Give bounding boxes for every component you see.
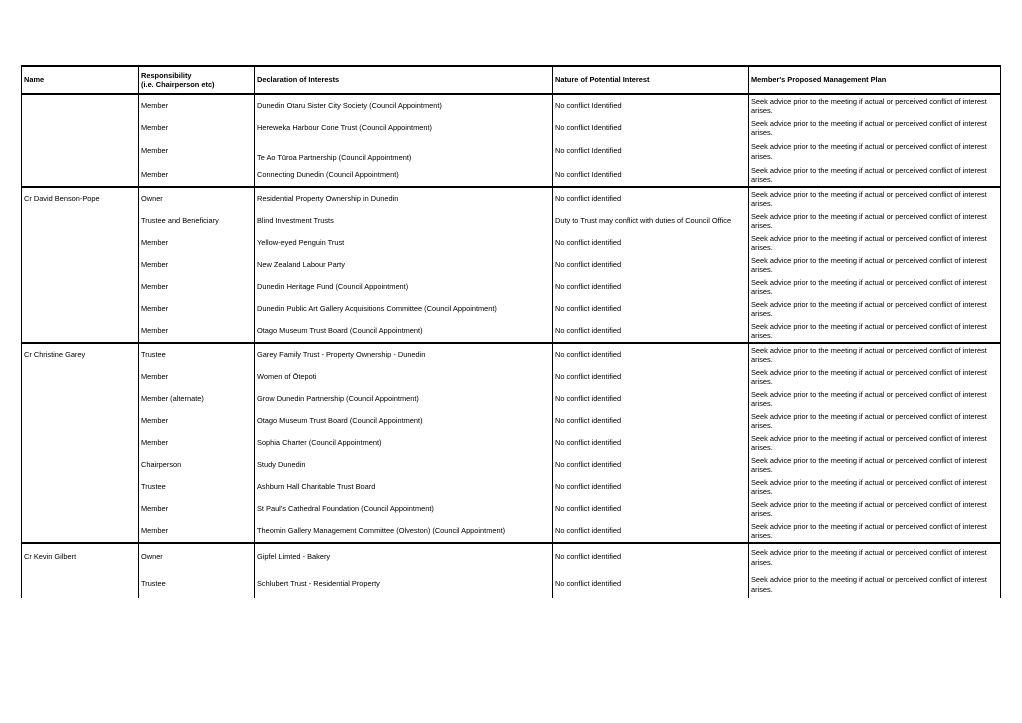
cell-name [22, 432, 139, 454]
table-row [22, 366, 1001, 388]
cell-declaration: Sophia Charter (Council Appointment) [255, 432, 553, 454]
table-row [22, 388, 1001, 410]
cell-plan: Seek advice prior to the meeting if actual or perceived conflict of interest arises. [749, 454, 1001, 476]
cell-name [22, 410, 139, 432]
table-row [22, 476, 1001, 498]
cell-declaration: Theomin Gallery Management Committee (Olveston) (Council Appointment) [255, 520, 553, 543]
cell-name [22, 298, 139, 320]
cell-declaration: Dunedin Public Art Gallery Acquisitions Committee (Council Appointment) [255, 298, 553, 320]
header-row [22, 66, 1001, 94]
table-row [22, 454, 1001, 476]
cell-nature: No conflict identified [553, 520, 749, 543]
interests-register-table [21, 65, 1001, 598]
cell-name: Cr Christine Garey [22, 343, 139, 366]
cell-declaration: Schlubert Trust - Residential Property [255, 571, 553, 598]
table-row [22, 320, 1001, 343]
cell-nature: No conflict identified [553, 571, 749, 598]
cell-nature: No conflict identified [553, 476, 749, 498]
cell-nature: No conflict Identified [553, 94, 749, 117]
cell-nature: No conflict identified [553, 254, 749, 276]
header-declaration: Declaration of Interests [255, 66, 553, 94]
cell-nature: No conflict identified [553, 187, 749, 210]
table-row [22, 187, 1001, 210]
table-row [22, 343, 1001, 366]
header-responsibility [139, 66, 255, 94]
cell-nature: No conflict identified [553, 498, 749, 520]
cell-declaration: Grow Dunedin Partnership (Council Appointment) [255, 388, 553, 410]
cell-responsibility: Owner [139, 543, 255, 571]
cell-plan: Seek advice prior to the meeting if actual or perceived conflict of interest arises. [749, 139, 1001, 164]
cell-name [22, 139, 139, 164]
cell-responsibility: Member [139, 139, 255, 164]
cell-plan: Seek advice prior to the meeting if actual or perceived conflict of interest arises. [749, 410, 1001, 432]
cell-responsibility: Member [139, 232, 255, 254]
cell-responsibility: Trustee [139, 343, 255, 366]
cell-responsibility: Member [139, 164, 255, 187]
cell-nature: No conflict identified [553, 366, 749, 388]
cell-responsibility: Member [139, 410, 255, 432]
cell-responsibility: Trustee [139, 571, 255, 598]
cell-name: Cr Kevin Gilbert [22, 543, 139, 571]
cell-plan: Seek advice prior to the meeting if actual or perceived conflict of interest arises. [749, 187, 1001, 210]
cell-name [22, 454, 139, 476]
cell-nature: No conflict Identified [553, 139, 749, 164]
cell-name [22, 498, 139, 520]
table-row [22, 520, 1001, 543]
cell-responsibility: Member [139, 520, 255, 543]
cell-declaration: Connecting Dunedin (Council Appointment) [255, 164, 553, 187]
cell-name [22, 366, 139, 388]
table-row [22, 298, 1001, 320]
cell-nature: No conflict identified [553, 454, 749, 476]
table-row [22, 410, 1001, 432]
cell-responsibility: Member [139, 498, 255, 520]
header-plan: Member's Proposed Management Plan [749, 66, 1001, 94]
table-row [22, 232, 1001, 254]
cell-plan: Seek advice prior to the meeting if actual or perceived conflict of interest arises. [749, 343, 1001, 366]
cell-plan: Seek advice prior to the meeting if actual or perceived conflict of interest arises. [749, 276, 1001, 298]
cell-plan: Seek advice prior to the meeting if actual or perceived conflict of interest arises. [749, 432, 1001, 454]
header-responsibility-line2: (i.e. Chairperson etc) [141, 80, 215, 89]
cell-plan: Seek advice prior to the meeting if actual or perceived conflict of interest arises. [749, 254, 1001, 276]
table-row [22, 139, 1001, 164]
cell-name: Cr David Benson-Pope [22, 187, 139, 210]
table-row [22, 117, 1001, 139]
cell-name [22, 520, 139, 543]
cell-responsibility: Member [139, 366, 255, 388]
cell-responsibility: Member [139, 94, 255, 117]
cell-responsibility: Chairperson [139, 454, 255, 476]
cell-plan: Seek advice prior to the meeting if actual or perceived conflict of interest arises. [749, 520, 1001, 543]
cell-responsibility: Member [139, 320, 255, 343]
cell-nature: No conflict Identified [553, 117, 749, 139]
cell-declaration: Yellow-eyed Penguin Trust [255, 232, 553, 254]
cell-name [22, 94, 139, 117]
table-row [22, 543, 1001, 571]
cell-nature: No conflict identified [553, 320, 749, 343]
cell-plan: Seek advice prior to the meeting if actual or perceived conflict of interest arises. [749, 498, 1001, 520]
cell-name [22, 571, 139, 598]
cell-nature: No conflict Identified [553, 164, 749, 187]
cell-declaration: Otago Museum Trust Board (Council Appointment) [255, 410, 553, 432]
cell-nature: Duty to Trust may conflict with duties of Council Office [553, 210, 749, 232]
cell-nature: No conflict identified [553, 343, 749, 366]
cell-plan: Seek advice prior to the meeting if actual or perceived conflict of interest arises. [749, 388, 1001, 410]
cell-plan: Seek advice prior to the meeting if actual or perceived conflict of interest arises. [749, 320, 1001, 343]
cell-nature: No conflict identified [553, 276, 749, 298]
cell-declaration: Residential Property Ownership in Dunedin [255, 187, 553, 210]
cell-plan: Seek advice prior to the meeting if actual or perceived conflict of interest arises. [749, 232, 1001, 254]
cell-nature: No conflict identified [553, 432, 749, 454]
cell-declaration: New Zealand Labour Party [255, 254, 553, 276]
cell-name [22, 210, 139, 232]
cell-responsibility: Owner [139, 187, 255, 210]
header-responsibility-line1: Responsibility [141, 70, 192, 80]
cell-name [22, 476, 139, 498]
cell-declaration: Women of Ōtepoti [255, 366, 553, 388]
cell-responsibility: Trustee and Beneficiary [139, 210, 255, 232]
table-row [22, 498, 1001, 520]
cell-plan: Seek advice prior to the meeting if actual or perceived conflict of interest arises. [749, 117, 1001, 139]
cell-responsibility: Member [139, 432, 255, 454]
cell-responsibility: Member [139, 276, 255, 298]
table-row [22, 432, 1001, 454]
cell-plan: Seek advice prior to the meeting if actual or perceived conflict of interest arises. [749, 476, 1001, 498]
table-row [22, 94, 1001, 117]
cell-declaration: Te Ao Tūroa Partnership (Council Appointment) [255, 139, 553, 164]
cell-declaration: Gipfel Limted - Bakery [255, 543, 553, 571]
cell-name [22, 388, 139, 410]
cell-plan: Seek advice prior to the meeting if actual or perceived conflict of interest arises. [749, 164, 1001, 187]
cell-name [22, 276, 139, 298]
header-nature: Nature of Potential Interest [553, 66, 749, 94]
cell-responsibility: Member [139, 298, 255, 320]
cell-responsibility: Member (alternate) [139, 388, 255, 410]
cell-name [22, 232, 139, 254]
cell-name [22, 320, 139, 343]
cell-responsibility: Trustee [139, 476, 255, 498]
cell-declaration: Study Dunedin [255, 454, 553, 476]
cell-declaration: Dunedin Heritage Fund (Council Appointment) [255, 276, 553, 298]
cell-declaration: Dunedin Otaru Sister City Society (Council Appointment) [255, 94, 553, 117]
cell-nature: No conflict identified [553, 543, 749, 571]
cell-plan: Seek advice prior to the meeting if actual or perceived conflict of interest arises. [749, 571, 1001, 598]
cell-plan: Seek advice prior to the meeting if actual or perceived conflict of interest arises. [749, 366, 1001, 388]
cell-nature: No conflict identified [553, 298, 749, 320]
cell-plan: Seek advice prior to the meeting if actual or perceived conflict of interest arises. [749, 94, 1001, 117]
table-row [22, 164, 1001, 187]
cell-plan: Seek advice prior to the meeting if actual or perceived conflict of interest arises. [749, 543, 1001, 571]
cell-declaration: Ashburn Hall Charitable Trust Board [255, 476, 553, 498]
cell-plan: Seek advice prior to the meeting if actual or perceived conflict of interest arises. [749, 210, 1001, 232]
header-name: Name [22, 66, 139, 94]
cell-responsibility: Member [139, 254, 255, 276]
cell-name [22, 117, 139, 139]
table-row [22, 276, 1001, 298]
cell-nature: No conflict identified [553, 410, 749, 432]
table-row [22, 210, 1001, 232]
cell-name [22, 254, 139, 276]
table-row [22, 254, 1001, 276]
table-row [22, 571, 1001, 598]
cell-nature: No conflict identified [553, 388, 749, 410]
cell-plan: Seek advice prior to the meeting if actual or perceived conflict of interest arises. [749, 298, 1001, 320]
interests-register-sheet [21, 65, 1000, 598]
cell-declaration: Garey Family Trust - Property Ownership - Dunedin [255, 343, 553, 366]
cell-declaration: Blind Investment Trusts [255, 210, 553, 232]
cell-declaration: Hereweka Harbour Cone Trust (Council Appointment) [255, 117, 553, 139]
cell-declaration: Otago Museum Trust Board (Council Appointment) [255, 320, 553, 343]
cell-responsibility: Member [139, 117, 255, 139]
cell-declaration: St Paul's Cathedral Foundation (Council Appointment) [255, 498, 553, 520]
cell-name [22, 164, 139, 187]
cell-nature: No conflict identified [553, 232, 749, 254]
